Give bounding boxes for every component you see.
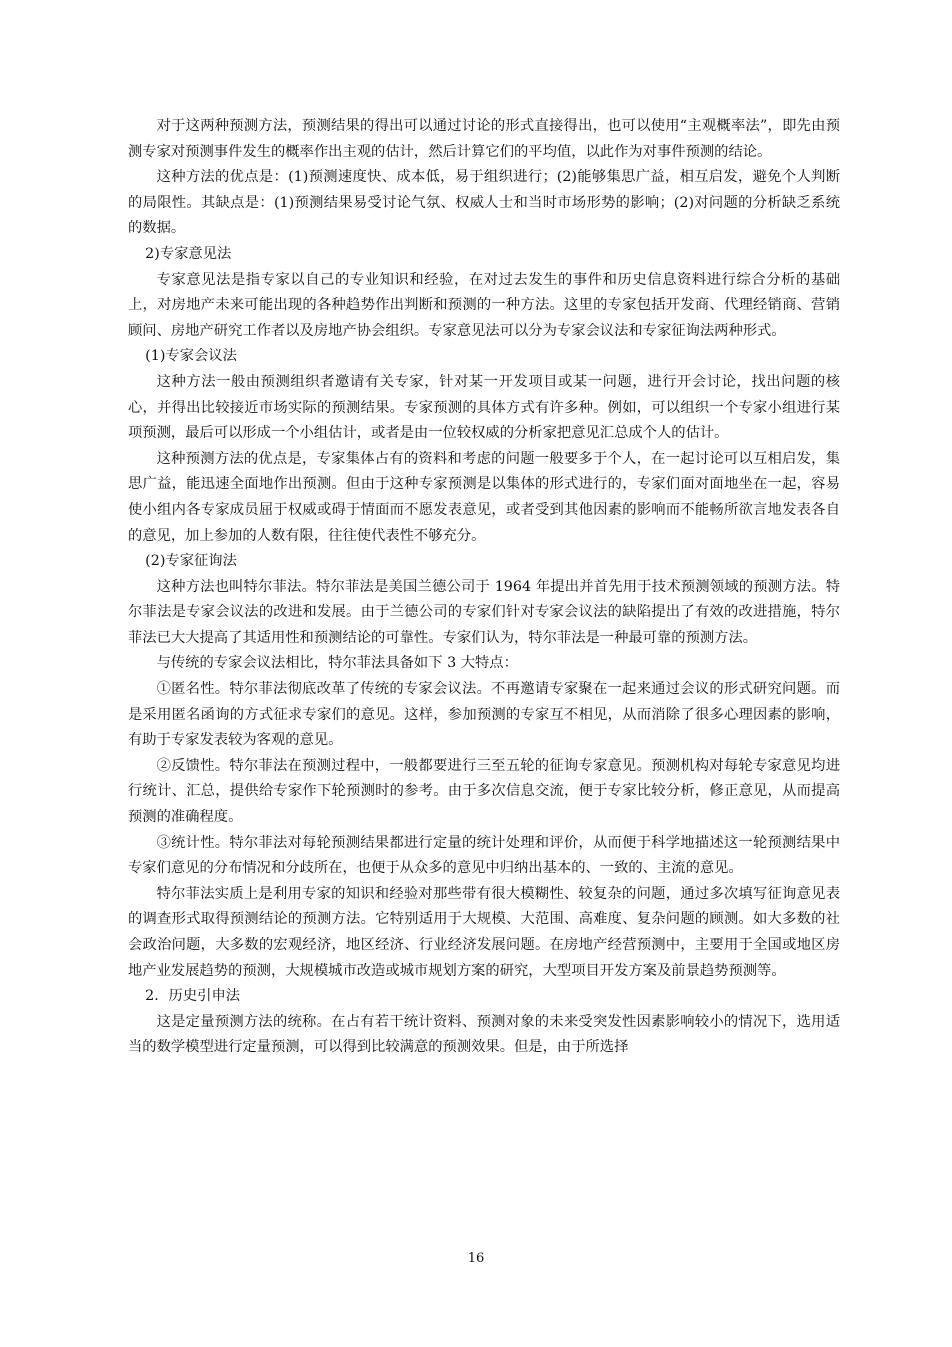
paragraph: 这种方法的优点是：(1)预测速度快、成本低，易于组织进行；(2)能够集思广益，相互启发，避免个人判断的局限性。其缺点是：(1)预测结果易受讨论气氛、权威人士和当时市场形势的影响；(2)对问题的分析缺乏系统的数据。 xyxy=(128,169,840,237)
paragraph: ③统计性。特尔菲法对每轮预测结果都进行定量的统计处理和评价，从而便于科学地描述这一轮预测结果中专家们意见的分布情况和分歧所在，也便于从众多的意见中归纳出基本的、一致的、主流的意见。 xyxy=(128,834,840,877)
section-heading: (2)专家征询法 xyxy=(145,553,237,570)
paragraph: 这种方法一般由预测组织者邀请有关专家，针对某一开发项目或某一问题，进行开会讨论，找出问题的核心，并得出比较接近市场实际的预测结果。专家预测的具体方式有许多种。例如，可以组织一个专家小组进行某项预测，最后可以形成一个小组估计，或者是由一位较权威的分析家把意见汇总成个人的估计。 xyxy=(128,373,840,442)
paragraph: 专家意见法是指专家以自己的专业知识和经验，在对过去发生的事件和历史信息资料进行综合分析的基础上，对房地产未来可能出现的各种趋势作出判断和预测的一种方法。这里的专家包括开发商、代理经销商、营销顾问、房地产研究工作者以及房地产协会组织。专家意见法可以分为专家会议法和专家征询法两种形式。 xyxy=(128,271,840,339)
paragraph: 这种方法也叫特尔菲法。特尔菲法是美国兰德公司于 1964 年提出并首先用于技术预测领域的预测方法。特尔菲法是专家会议法的改进和发展。由于兰德公司的专家们针对专家会议法的缺陷提出了有效的改进措施，特尔菲法已大大提高了其适用性和预测结论的可靠性。专家们认为，特尔菲法是一种最可靠的预测方法。 xyxy=(128,578,840,646)
paragraph: ①匿名性。特尔菲法彻底改革了传统的专家会议法。不再邀请专家聚在一起来通过会议的形式研究问题。而是采用匿名函询的方式征求专家们的意见。这样，参加预测的专家互不相见，从而消除了很多心理因素的影响，有助于专家发表较为客观的意见。 xyxy=(128,681,840,749)
paragraph: 与传统的专家会议法相比，特尔菲法具备如下 3 大特点： xyxy=(156,655,518,672)
paragraph: 对于这两种预测方法，预测结果的得出可以通过讨论的形式直接得出，也可以使用“主观概率法”，即先由预测专家对预测事件发生的概率作出主观的估计，然后计算它们的平均值，以此作为对事件预测的结论。 xyxy=(128,118,840,160)
section-heading: 2)专家意见法 xyxy=(145,245,232,262)
section-heading: (1)专家会议法 xyxy=(145,348,237,365)
paragraph: 这是定量预测方法的统称。在占有若干统计资料、预测对象的未来受突发性因素影响较小的情况下，选用适当的数学模型进行定量预测，可以得到比较满意的预测效果。但是，由于所选择 xyxy=(128,1013,840,1056)
section-heading: 2．历史引申法 xyxy=(145,988,241,1005)
paragraph: 这种预测方法的优点是，专家集体占有的资料和考虑的问题一般要多于个人，在一起讨论可以互相启发，集思广益，能迅速全面地作出预测。但由于这种专家预测是以集体的形式进行的，专家们面对面地坐在一起，容易使小组内各专家成员屈于权威或碍于情面而不愿发表意见，或者受到其他因素的影响而不能畅所欲言地发表各自的意见，加上参加的人数有限，往往使代表性不够充分。 xyxy=(128,450,840,544)
page-number: 16 xyxy=(467,1251,485,1266)
paragraph: ②反馈性。特尔菲法在预测过程中，一般都要进行三至五轮的征询专家意见。预测机构对每轮专家意见均进行统计、汇总，提供给专家作下轮预测时的参考。由于多次信息交流，便于专家比较分析，修正意见，从而提高预测的准确程度。 xyxy=(128,757,840,826)
document-body xyxy=(128,114,840,1061)
paragraph: 特尔菲法实质上是利用专家的知识和经验对那些带有很大模糊性、较复杂的问题，通过多次填写征询意见表的调查形式取得预测结论的预测方法。它特别适用于大规模、大范围、高难度、复杂问题的顾测。如大多数的社会政治问题，大多数的宏观经济，地区经济、行业经济发展问题。在房地产经营预测中，主要用于全国或地区房地产业发展趋势的预测，大规模城市改造或城市规划方案的研究，大型项目开发方案及前景趋势预测等。 xyxy=(128,885,840,979)
